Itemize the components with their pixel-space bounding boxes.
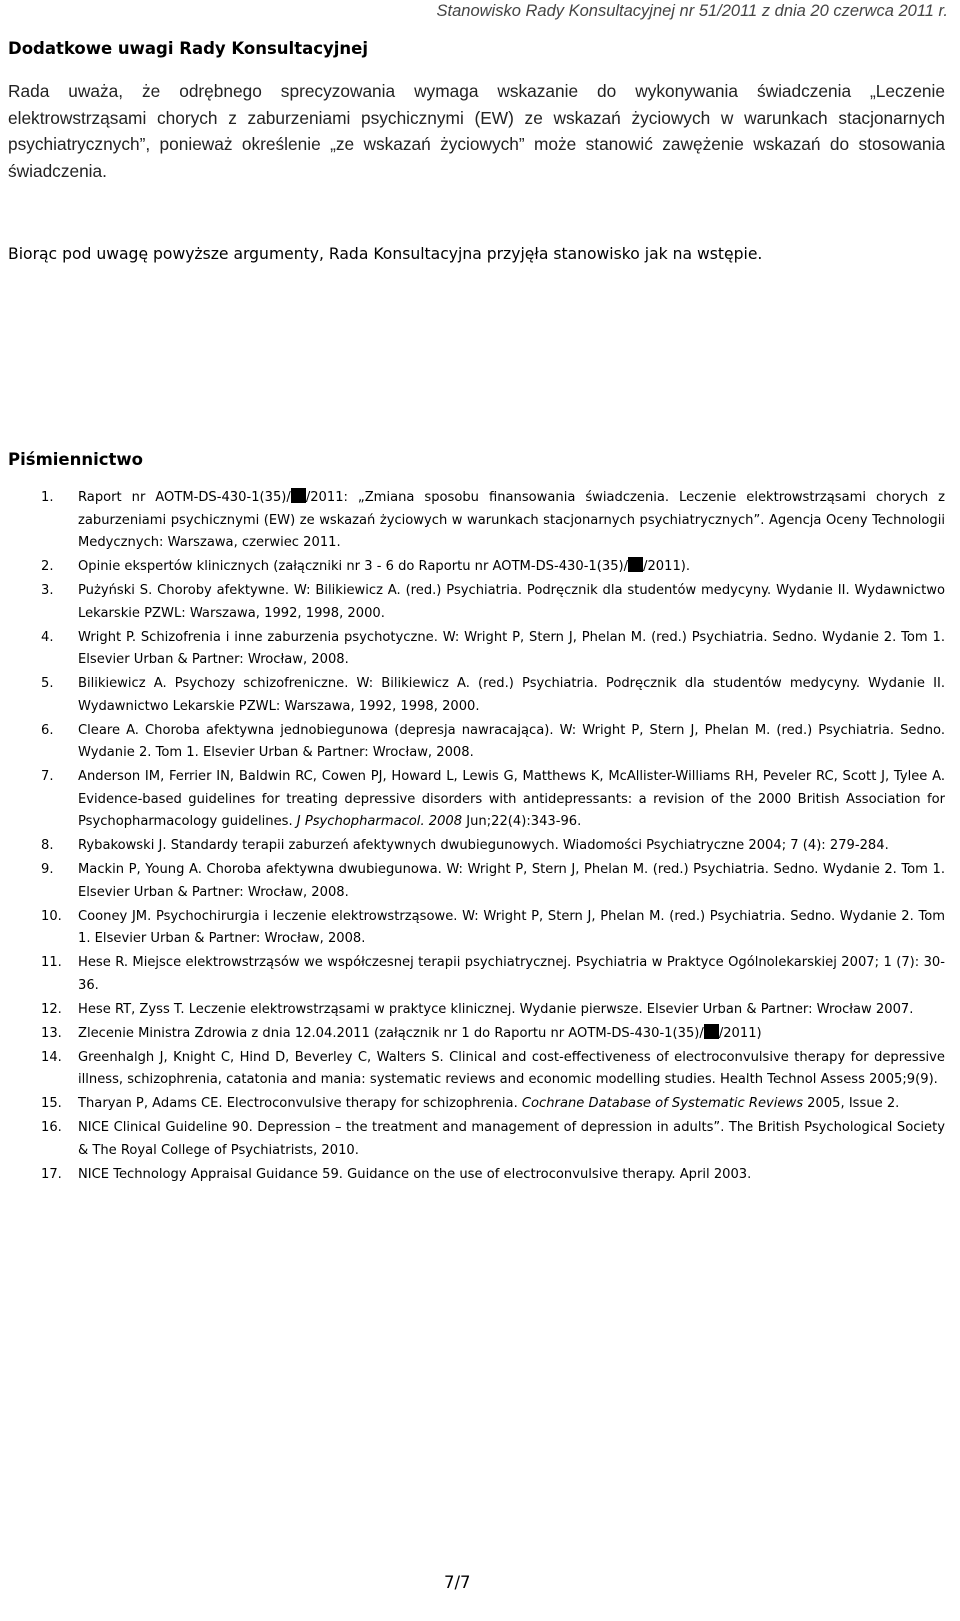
references-list (8, 487, 945, 1188)
reference-text: Bilikiewicz A. Psychozy schizofreniczne. W: Bilikiewicz A. (red.) Psychiatria. Podręcznik dla studentów medycyny. Wydanie II. Wydawnictwo Lekarskie PZWL: Warszawa, 1992, 1998, 2000. (78, 676, 945, 714)
reference-text: 2005, Issue 2. (803, 1096, 900, 1111)
reference-item (8, 766, 945, 834)
reference-item (8, 952, 945, 997)
reference-number: 10. (41, 908, 62, 924)
reference-text: Greenhalgh J, Knight C, Hind D, Beverley C, Walters S. Clinical and cost-effectiveness of electroconvulsive therapy for depressive illness, schizophrenia, catatonia and mania: systematic reviews and economic modelling studies. Health Technol Assess 2005;9(9). (78, 1049, 945, 1087)
reference-text: Mackin P, Young A. Choroba afektywna dwubiegunowa. W: Wright P, Stern J, Phelan M. (red.) Psychiatria. Sedno. Wydanie 2. Tom 1. Elsevier Urban & Partner: Wrocław, 2008. (78, 862, 945, 900)
reference-number: 7. (41, 769, 54, 784)
section-title: Dodatkowe uwagi Rady Konsultacyjnej (8, 39, 369, 58)
reference-item (8, 1023, 945, 1046)
reference-number: 12. (41, 1001, 62, 1017)
reference-number: 17. (41, 1166, 62, 1182)
reference-number: 11. (41, 955, 62, 970)
journal-title: J Psychopharmacol. 2008 (296, 814, 463, 829)
reference-text: Tharyan P, Adams CE. Electroconvulsive therapy for schizophrenia. (78, 1096, 522, 1111)
reference-text: Anderson IM, Ferrier IN, Baldwin RC, Cowen PJ, Howard L, Lewis G, Matthews K, McAllister-Williams RH, Peveler RC, Scott J, Tylee A. Evidence-based guidelines for treating depressive disorders with antidepressants: a revision of the 2000 British Association for Psychopharmacology guidelines. (78, 769, 945, 829)
reference-number: 14. (41, 1049, 62, 1065)
reference-number: 8. (41, 838, 54, 853)
reference-text: Hese RT, Zyss T. Leczenie elektrowstrząsami w praktyce klinicznej. Wydanie pierwsze. Elsevier Urban & Partner: Wrocław 2007. (78, 1001, 914, 1017)
reference-number: 5. (41, 676, 54, 691)
redaction-block (704, 1024, 719, 1039)
reference-item (8, 1047, 945, 1092)
reference-number: 16. (41, 1120, 62, 1135)
references-heading: Piśmiennictwo (8, 450, 144, 469)
reference-text: Cooney JM. Psychochirurgia i leczenie elektrowstrząsowe. W: Wright P, Stern J, Phelan M. (red.) Psychiatria. Sedno. Wydanie 2. Tom 1. Elsevier Urban & Partner: Wrocław, 2008. (78, 908, 945, 946)
reference-item (8, 1093, 945, 1116)
reference-item (8, 580, 945, 625)
reference-text: /2011) (718, 1025, 762, 1041)
reference-item (8, 627, 945, 672)
reference-text: Hese R. Miejsce elektrowstrząsów we współczesnej terapii psychiatrycznej. Psychiatria w Praktyce Ogólnolekarskiej 2007; 1 (7): 30-36. (78, 955, 945, 993)
reference-item (8, 487, 945, 555)
reference-item (8, 1164, 945, 1187)
reference-text: Rybakowski J. Standardy terapii zaburzeń afektywnych dwubiegunowych. Wiadomości Psychiatryczne 2004; 7 (4): 279-284. (78, 838, 889, 853)
reference-number: 2. (41, 559, 54, 574)
reference-number: 15. (41, 1096, 62, 1111)
reference-text: /2011: „Zmiana sposobu finansowania świadczenia. Leczenie elektrowstrząsami chorych z zaburzeniami psychicznymi (EW) ze wskazań życiowych w warunkach stacjonarnych psychiatrycznych”. Agencja Oceny Technologii Medycznych: Warszawa, czerwiec 2011. (78, 490, 945, 550)
reference-item (8, 859, 945, 904)
reference-number: 1. (41, 490, 54, 505)
conclusion-paragraph: Biorąc pod uwagę powyższe argumenty, Rada Konsultacyjna przyjęła stanowisko jak na wstępie. (8, 245, 763, 263)
reference-text: Cleare A. Choroba afektywna jednobiegunowa (depresja nawracająca). W: Wright P, Stern J, Phelan M. (red.) Psychiatria. Sedno. Wydanie 2. Tom 1. Elsevier Urban & Partner: Wrocław, 2008. (78, 722, 945, 760)
reference-number: 6. (41, 722, 54, 738)
redaction-block (291, 488, 306, 503)
reference-item (8, 1117, 945, 1162)
reference-text: NICE Clinical Guideline 90. Depression – the treatment and management of depression in adults”. The British Psychological Society & The Royal College of Psychiatrists, 2010. (78, 1120, 945, 1158)
reference-item (8, 835, 945, 858)
reference-text: Opinie ekspertów klinicznych (załączniki nr 3 - 6 do Raportu nr AOTM-DS-430-1(35)/ (78, 559, 629, 574)
council-remark-paragraph: Rada uważa, że odrębnego sprecyzowania wymaga wskazanie do wykonywania świadczenia „Leczenie elektrowstrząsami chorych z zaburzeniami psychicznymi (EW) ze wskazań życiowych w warunkach stacjonarnych psychiatrycznych”, ponieważ określenie „ze wskazań życiowych” może stanowić zawężenie wskazań do stosowania świadczenia. (8, 81, 945, 181)
reference-item (8, 720, 945, 765)
page-number: 7/7 (444, 1573, 471, 1592)
reference-text: Raport nr AOTM-DS-430-1(35)/ (78, 490, 291, 505)
journal-title: Cochrane Database of Systematic Reviews (521, 1096, 804, 1111)
reference-number: 3. (41, 583, 54, 598)
reference-text: NICE Technology Appraisal Guidance 59. Guidance on the use of electroconvulsive therapy. April 2003. (78, 1166, 752, 1182)
reference-text: Jun;22(4):343-96. (462, 814, 582, 829)
reference-number: 13. (41, 1025, 62, 1041)
reference-text: Zlecenie Ministra Zdrowia z dnia 12.04.2011 (załącznik nr 1 do Raportu nr AOTM-DS-430-1(35)/ (78, 1025, 704, 1041)
reference-item (8, 673, 945, 718)
document-header-reference: Stanowisko Rady Konsultacyjnej nr 51/2011 z dnia 20 czerwca 2011 r. (436, 2, 948, 20)
redaction-block (628, 557, 643, 572)
reference-item (8, 906, 945, 951)
reference-number: 4. (41, 629, 54, 645)
reference-text: Wright P. Schizofrenia i inne zaburzenia psychotyczne. W: Wright P, Stern J, Phelan M. (red.) Psychiatria. Sedno. Wydanie 2. Tom 1. Elsevier Urban & Partner: Wrocław, 2008. (78, 629, 945, 667)
reference-item (8, 556, 945, 579)
reference-item (8, 999, 945, 1022)
reference-number: 9. (41, 862, 54, 877)
reference-text: Pużyński S. Choroby afektywne. W: Bilikiewicz A. (red.) Psychiatria. Podręcznik dla studentów medycyny. Wydanie II. Wydawnictwo Lekarskie PZWL: Warszawa, 1992, 1998, 2000. (78, 583, 945, 621)
reference-text: /2011). (643, 559, 691, 574)
